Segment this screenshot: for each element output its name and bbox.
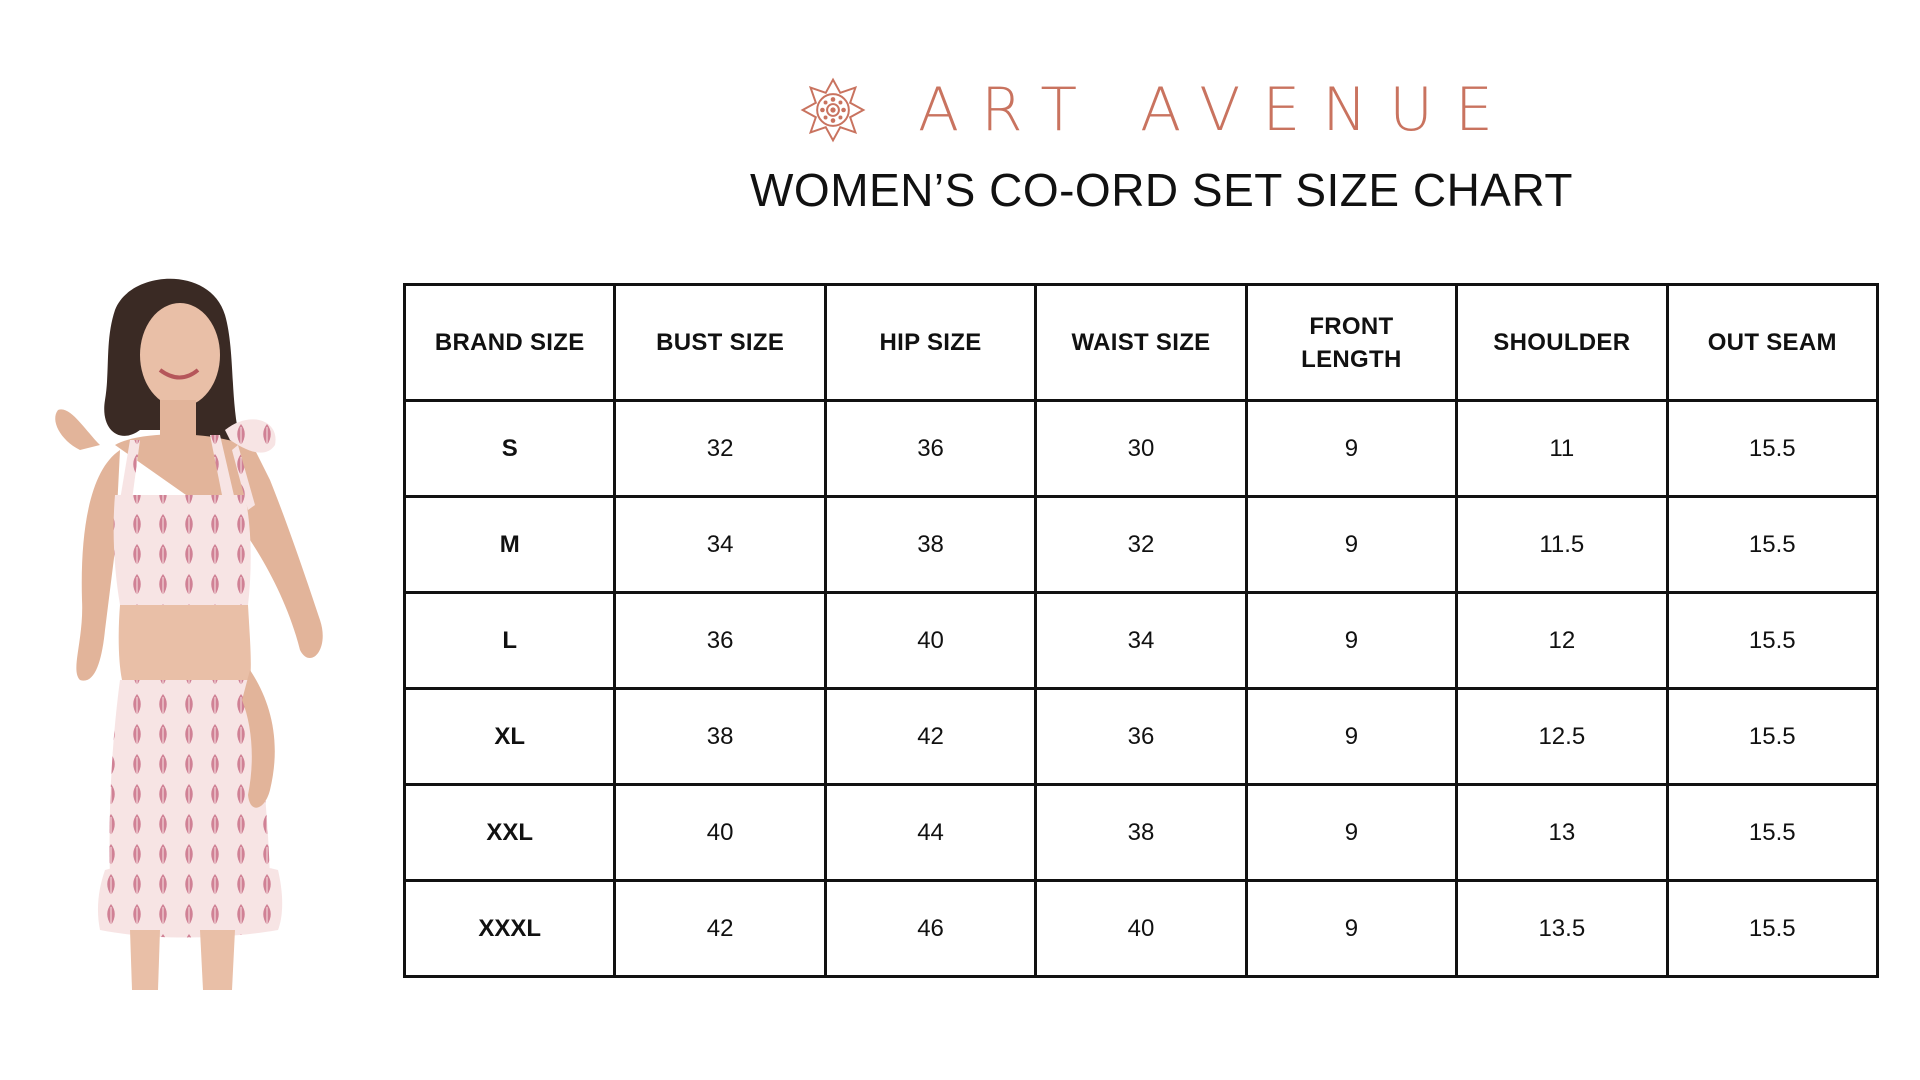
table-row xyxy=(405,401,1878,497)
front-length-cell: 9 xyxy=(1246,689,1456,785)
front-length-cell: 9 xyxy=(1246,881,1456,977)
hip-cell: 40 xyxy=(825,593,1035,689)
shoulder-cell: 11 xyxy=(1457,401,1667,497)
bust-cell: 42 xyxy=(615,881,825,977)
page-title: WOMEN’S CO-ORD SET SIZE CHART xyxy=(750,164,1573,216)
size-cell: XL xyxy=(405,689,615,785)
size-cell: M xyxy=(405,497,615,593)
table-header-row xyxy=(405,285,1878,401)
table-row xyxy=(405,497,1878,593)
header-bust-size: BUST SIZE xyxy=(615,285,825,401)
table-row xyxy=(405,593,1878,689)
front-length-cell: 9 xyxy=(1246,593,1456,689)
hip-cell: 44 xyxy=(825,785,1035,881)
out-seam-cell: 15.5 xyxy=(1667,689,1877,785)
header-hip-size: HIP SIZE xyxy=(825,285,1035,401)
size-chart-table xyxy=(403,283,1879,978)
size-cell: L xyxy=(405,593,615,689)
mandala-icon xyxy=(800,77,866,143)
shoulder-cell: 11.5 xyxy=(1457,497,1667,593)
model-figure-icon xyxy=(20,270,410,990)
table-row xyxy=(405,785,1878,881)
out-seam-cell: 15.5 xyxy=(1667,593,1877,689)
bust-cell: 36 xyxy=(615,593,825,689)
shoulder-cell: 13 xyxy=(1457,785,1667,881)
table-row xyxy=(405,689,1878,785)
shoulder-cell: 13.5 xyxy=(1457,881,1667,977)
bust-cell: 34 xyxy=(615,497,825,593)
waist-cell: 40 xyxy=(1036,881,1246,977)
brand-name: ART AVENUE xyxy=(918,75,1515,145)
hip-cell: 36 xyxy=(825,401,1035,497)
shoulder-cell: 12.5 xyxy=(1457,689,1667,785)
bust-cell: 32 xyxy=(615,401,825,497)
hip-cell: 46 xyxy=(825,881,1035,977)
waist-cell: 34 xyxy=(1036,593,1246,689)
waist-cell: 36 xyxy=(1036,689,1246,785)
header-brand-size: BRAND SIZE xyxy=(405,285,615,401)
front-length-cell: 9 xyxy=(1246,497,1456,593)
out-seam-cell: 15.5 xyxy=(1667,497,1877,593)
header-shoulder: SHOULDER xyxy=(1457,285,1667,401)
header-waist-size: WAIST SIZE xyxy=(1036,285,1246,401)
waist-cell: 38 xyxy=(1036,785,1246,881)
front-length-cell: 9 xyxy=(1246,401,1456,497)
hip-cell: 42 xyxy=(825,689,1035,785)
bust-cell: 40 xyxy=(615,785,825,881)
waist-cell: 32 xyxy=(1036,497,1246,593)
waist-cell: 30 xyxy=(1036,401,1246,497)
header-out-seam: OUT SEAM xyxy=(1667,285,1877,401)
size-cell: XXL xyxy=(405,785,615,881)
out-seam-cell: 15.5 xyxy=(1667,401,1877,497)
hip-cell: 38 xyxy=(825,497,1035,593)
brand-header xyxy=(800,72,1515,148)
out-seam-cell: 15.5 xyxy=(1667,785,1877,881)
out-seam-cell: 15.5 xyxy=(1667,881,1877,977)
bust-cell: 38 xyxy=(615,689,825,785)
shoulder-cell: 12 xyxy=(1457,593,1667,689)
front-length-cell: 9 xyxy=(1246,785,1456,881)
size-cell: XXXL xyxy=(405,881,615,977)
size-cell: S xyxy=(405,401,615,497)
header-front-length: FRONT LENGTH xyxy=(1246,285,1456,401)
table-row xyxy=(405,881,1878,977)
